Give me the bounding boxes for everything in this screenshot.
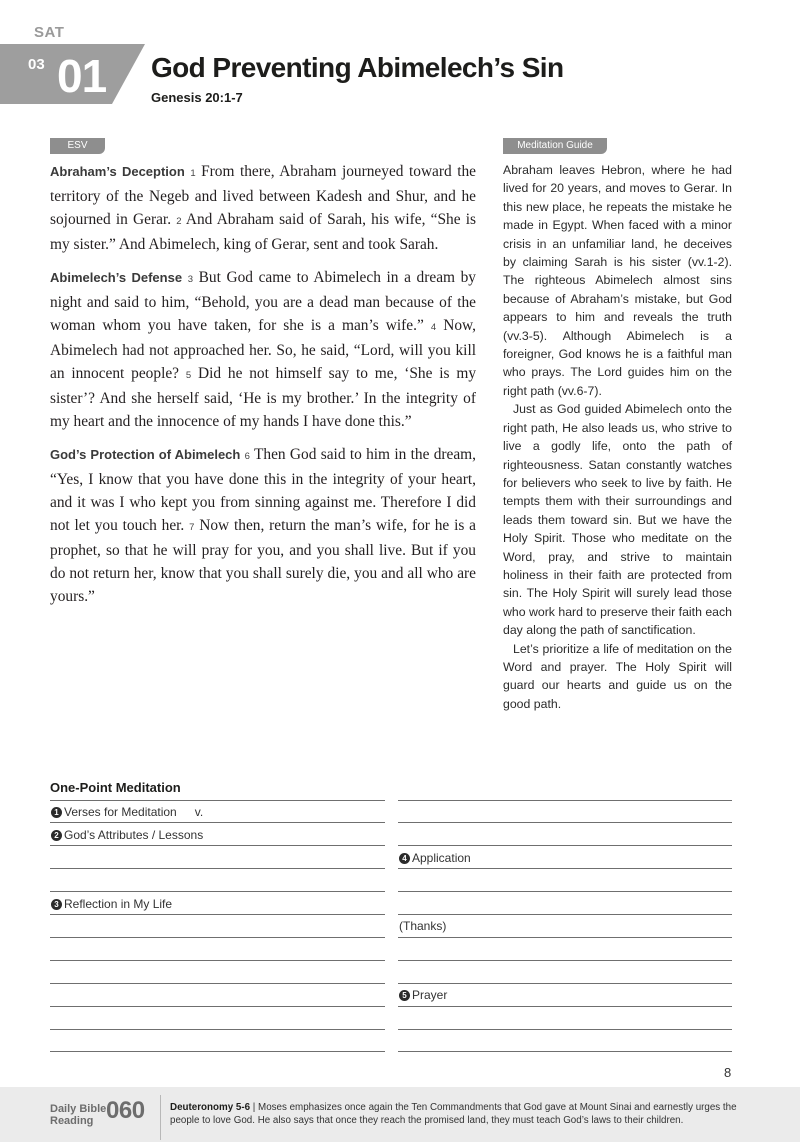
write-line[interactable] [398,1051,732,1052]
prayer-label: 5 Prayer [399,988,447,1002]
gods-attributes-label: 2 God’s Attributes / Lessons [51,828,203,842]
write-line[interactable] [398,1006,732,1007]
write-line[interactable] [50,983,385,984]
write-line[interactable] [50,1029,385,1030]
number-5-icon: 5 [399,990,410,1001]
write-line[interactable] [50,1006,385,1007]
verse-number: 7 [189,522,195,533]
page-number: 8 [724,1065,732,1080]
scripture-reference: Genesis 20:1-7 [151,90,243,105]
verse-text: Then God said to him in the dream, “Yes, I know that you have done this in the integrity of your heart, and it was I who kept you from sinning against me. Therefore I did not let you touch her. [50,446,476,534]
verse-text: But God came to Abimelech in a dream by night and said to him, “Behold, you are a dead man because of the woman whom you have taken, for she is a man’s wife.” [50,269,477,334]
esv-badge: ESV [50,138,105,154]
write-line[interactable] [50,1051,385,1052]
write-line[interactable] [50,891,385,892]
write-line[interactable] [398,960,732,961]
write-line[interactable] [398,868,732,869]
weekday-label: SAT [34,24,65,41]
write-line[interactable] [398,822,732,823]
verse-number: 3 [187,274,193,285]
reading-number: 060 [106,1097,145,1124]
guide-paragraph: Abraham leaves Hebron, where he had lived for 20 years, and moves to Gerar. In this new place, he repeats the mistake he made in Egypt. When faced with a minor crisis in an unfamiliar land, he deceives by claiming Sarah is his sister (vv.1-2). The righteous Abimelech almost sins because of Abraham’s mistake, but God appears to him and reveals the truth (vv.3-5). Although Abimelech is a foreigner, God knows he is a faithful man who prays. The Lord guides him on the right path (vv.6-7). [503,163,732,398]
verse-number: 5 [185,370,192,381]
number-1-icon: 1 [51,807,62,818]
section-heading: Abraham’s Deception [50,164,185,179]
write-line[interactable] [50,914,385,915]
verse-text: Now, Abimelech had not approached her. So, he said, “Lord, will you kill an innocent people? [50,317,476,382]
reading-summary: Deuteronomy 5-6 | Moses emphasizes once again the Ten Commandments that God gave at Mount Sinai and earnestly urges the people to love God. He also says that once they reach the promised land, they must teach God’s laws to their children. [170,1102,737,1126]
footer-divider [160,1095,161,1140]
application-label: 4 Application [399,851,471,865]
verse-number: 4 [430,322,437,333]
verses-field-line[interactable] [50,822,385,823]
page-title: God Preventing Abimelech’s Sin [151,52,564,83]
verse-text: Did he not himself say to me, ‘She is my sister’? And she herself said, ‘He is my brother.’ In the integrity of my heart and the innocence of my hands I have done this.” [50,365,477,430]
reading-summary-text: Moses emphasizes once again the Ten Commandments that God gave at Mount Sinai and earnestly urges the people to love God. He also says that once they reach the promised land, they must teach God’s laws to their children. [170,1102,737,1126]
meditation-guide-text [503,161,732,713]
write-line[interactable] [50,937,385,938]
section-heading: Abimelech’s Defense [50,270,183,285]
verses-for-meditation-label: 1 Verses for Meditation v. [51,805,203,819]
write-line[interactable] [398,845,732,846]
write-line[interactable] [50,845,385,846]
verse-text: From there, Abraham journeyed toward the territory of the Negeb and lived between Kadesh and Shur, and he sojourned in Gerar. [50,163,476,228]
number-4-icon: 4 [399,853,410,864]
write-line[interactable] [398,1029,732,1030]
guide-paragraph: Just as God guided Abimelech onto the right path, He also leads us, who strive to live a godly life, onto the path of righteousness. Satan constantly watches for believers who seek to live by faith. He tempts them with their surroundings and leads them toward sin. But we have the Holy Spirit. Those who meditate on the Word, pray, and strive to maintain holiness in their faith are protected from sin. The Holy Spirit will surely lead those who work hard to preserve their faith each day along the path of sanctification. [503,402,732,638]
one-point-meditation-title: One-Point Meditation [50,780,181,795]
daily-bible-reading-label: Daily Bible Reading [50,1103,107,1127]
verse-text: And Abraham said of Sarah, his wife, “She is my sister.” And Abimelech, king of Gerar, sent and took Sarah. [50,211,477,253]
write-line [50,800,385,801]
guide-paragraph: Let’s prioritize a life of meditation on the Word and prayer. The Holy Spirit will guard our hearts and guide us on the good path. [503,641,732,711]
write-line[interactable] [398,891,732,892]
write-line[interactable] [398,937,732,938]
write-line[interactable] [50,868,385,869]
number-3-icon: 3 [51,899,62,910]
section-heading: God’s Protection of Abimelech [50,447,241,462]
thanks-label: (Thanks) [399,919,447,933]
verse-text: Now then, return the man’s wife, for he is a prophet, so that he will pray for you, and you shall live. But if you do not return her, know that you shall surely die, you and all who are yours.” [50,517,476,605]
number-2-icon: 2 [51,830,62,841]
verse-number: 1 [190,168,196,179]
write-line[interactable] [398,800,732,801]
write-line[interactable] [398,983,732,984]
esv-section [50,443,476,608]
esv-section [50,266,476,433]
reflection-label: 3 Reflection in My Life [51,897,172,911]
reading-reference: Deuteronomy 5-6 [170,1102,251,1113]
meditation-guide-badge: Meditation Guide [503,138,607,154]
verse-number: 6 [244,451,250,462]
esv-text [50,160,476,618]
day-number: 01 [57,50,107,102]
write-line[interactable] [398,914,732,915]
month-number: 03 [28,56,45,73]
write-line[interactable] [50,960,385,961]
verse-number: 2 [176,216,182,227]
esv-section [50,160,476,256]
